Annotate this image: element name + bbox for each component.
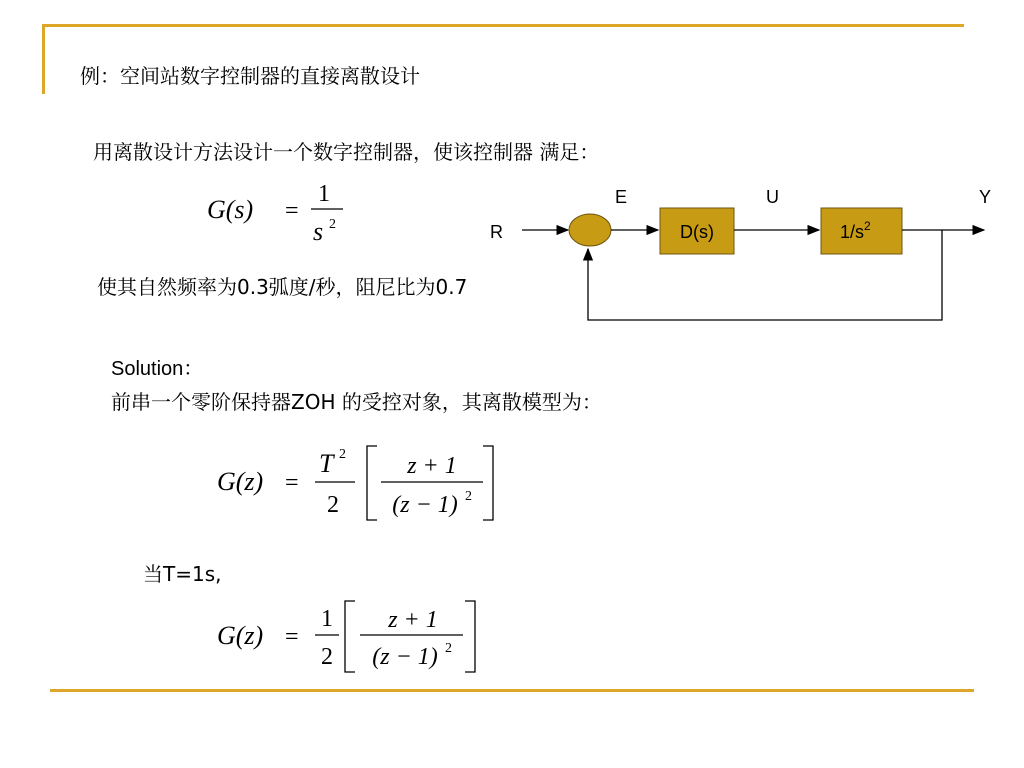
coefficient-numerator-exponent: 2 [339,447,346,462]
svg-text:G(s) [207,195,253,224]
coefficient-denominator: 2 [327,492,339,518]
fraction-denominator-exponent: 2 [329,217,336,232]
equals-sign: = [285,470,299,496]
inner-numerator: z + 1 [388,607,438,633]
block-diagram [470,175,1010,325]
bottom-accent-rule [50,689,974,692]
solution-description: 前串一个零阶保持器ZOH 的受控对象，其离散模型为： [111,390,602,414]
left-bracket [367,446,377,520]
discrete-model-formula [215,440,515,530]
problem-statement: 用离散设计方法设计一个数字控制器，使该控制器 满足： [93,140,600,164]
design-specification: 使其自然频率为0.3弧度/秒，阻尼比为0.7 [97,275,468,299]
equals-sign: = [285,198,299,224]
inner-denominator-exponent: 2 [445,641,452,656]
inner-denominator-exponent: 2 [465,489,472,504]
controller-label: D(s) [680,222,714,242]
fraction-numerator: 1 [318,181,330,207]
sampling-condition: 当T=1s, [143,562,222,586]
plant-transfer-function [205,176,355,246]
coefficient-denominator: 2 [321,644,333,670]
left-accent-rule [42,24,45,94]
fraction-denominator-base: s [313,217,324,246]
right-bracket [465,601,475,672]
inner-denominator: (z − 1) [372,644,438,670]
control-signal-label: U [766,187,779,207]
inner-numerator: z + 1 [407,453,457,479]
error-signal-label: E [615,187,628,207]
slide-title: 例：空间站数字控制器的直接离散设计 [80,64,420,88]
input-signal-label: R [490,222,503,242]
summing-junction [569,214,611,246]
coefficient-numerator: 1 [321,606,333,632]
output-signal-label: Y [979,187,992,207]
right-bracket [483,446,493,520]
solution-heading: Solution： [111,358,204,380]
coefficient-numerator: T [319,449,334,478]
formula-lhs: G(s) [207,195,254,224]
formula-lhs: G(z) [217,621,264,650]
formula-lhs: G(z) [217,467,264,496]
left-bracket [345,601,355,672]
plant-label: 1/s [840,222,865,242]
inner-denominator: (z − 1) [392,492,458,518]
equals-sign: = [285,624,299,650]
top-accent-rule [42,24,964,27]
plant-label-exponent: 2 [864,219,871,233]
discrete-model-formula-t1 [215,598,515,678]
